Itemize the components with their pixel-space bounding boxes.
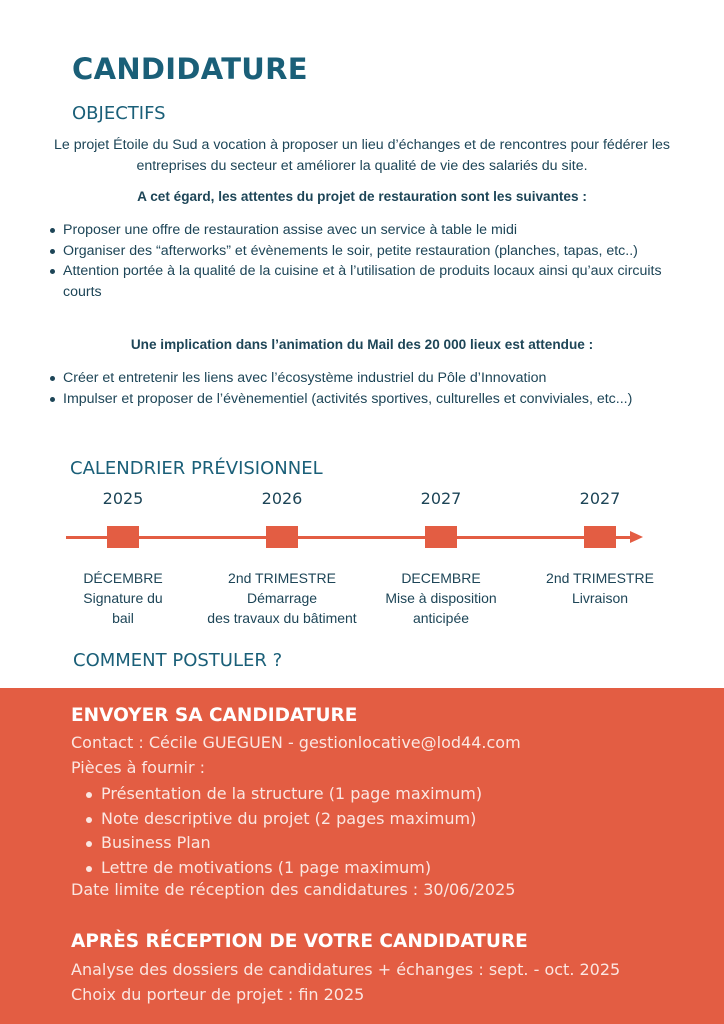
contact-line: Contact : Cécile GUEGUEN - gestionlocative@lod44.com <box>71 733 521 752</box>
analyse-line: Analyse des dossiers de candidatures + échanges : sept. - oct. 2025 <box>71 960 621 979</box>
attentes-list <box>48 220 698 302</box>
milestone-line: anticipée <box>412 610 470 626</box>
calendrier-heading: CALENDRIER PRÉVISIONNEL <box>70 458 323 479</box>
milestone-line: Livraison <box>571 590 629 606</box>
list-item: Lettre de motivations (1 page maximum) <box>84 856 482 881</box>
milestone-period: DECEMBRE <box>401 570 481 586</box>
implication-heading: Une implication dans l’animation du Mail des 20 000 lieux est attendue : <box>130 337 594 352</box>
milestone-year: 2027 <box>579 489 621 508</box>
implication-list <box>48 368 698 409</box>
choix-line: Choix du porteur de projet : fin 2025 <box>71 985 365 1004</box>
postuler-heading: COMMENT POSTULER ? <box>73 650 283 671</box>
list-item: Proposer une offre de restauration assise avec un service à table le midi <box>48 220 698 241</box>
pieces-list <box>84 782 482 880</box>
date-limite: Date limite de réception des candidatures : 30/06/2025 <box>71 880 516 899</box>
pieces-label: Pièces à fournir : <box>71 758 206 777</box>
milestone-line: des travaux du bâtiment <box>207 610 357 626</box>
list-item: Créer et entretenir les liens avec l’écosystème industriel du Pôle d’Innovation <box>48 368 698 389</box>
page-title: CANDIDATURE <box>72 52 308 86</box>
milestone-period: 2nd TRIMESTRE <box>228 570 336 586</box>
attentes-heading: A cet égard, les attentes du projet de restauration sont les suivantes : <box>137 189 587 204</box>
list-item: Note descriptive du projet (2 pages maximum) <box>84 807 482 832</box>
milestone-marker <box>107 526 139 548</box>
milestone-marker <box>584 526 616 548</box>
timeline <box>0 485 724 635</box>
milestone-marker <box>266 526 298 548</box>
milestone-period: DÉCEMBRE <box>83 570 163 586</box>
objectifs-intro: Le projet Étoile du Sud a vocation à proposer un lieu d’échanges et de rencontres pour fédérer les entreprises du secteur et améliorer la qualité de vie des salariés du site. <box>54 137 670 174</box>
milestone-line: Démarrage <box>246 590 318 606</box>
objectifs-heading: OBJECTIFS <box>72 103 166 124</box>
milestone-marker <box>425 526 457 548</box>
milestone-description <box>505 568 695 608</box>
milestone-year: 2027 <box>420 489 462 508</box>
milestone-line: bail <box>112 610 134 626</box>
milestone-period: 2nd TRIMESTRE <box>546 570 654 586</box>
milestone-year: 2026 <box>261 489 303 508</box>
milestone-year: 2025 <box>102 489 144 508</box>
list-item: Présentation de la structure (1 page maximum) <box>84 782 482 807</box>
postuler-panel <box>0 688 724 1024</box>
list-item: Impulser et proposer de l’évènementiel (activités sportives, culturelles et conviviales, etc...) <box>48 389 698 410</box>
timeline-milestone <box>505 485 695 608</box>
list-item: Organiser des “afterworks” et évènements le soir, petite restauration (planches, tapas, etc..) <box>48 241 698 262</box>
list-item: Attention portée à la qualité de la cuisine et à l’utilisation de produits locaux ainsi qu’aux circuits courts <box>48 261 698 302</box>
list-item: Business Plan <box>84 831 482 856</box>
milestone-line: Signature du <box>83 590 163 606</box>
envoyer-heading: ENVOYER SA CANDIDATURE <box>71 705 358 726</box>
apres-heading: APRÈS RÉCEPTION DE VOTRE CANDIDATURE <box>71 931 528 952</box>
milestone-line: Mise à disposition <box>385 590 497 606</box>
